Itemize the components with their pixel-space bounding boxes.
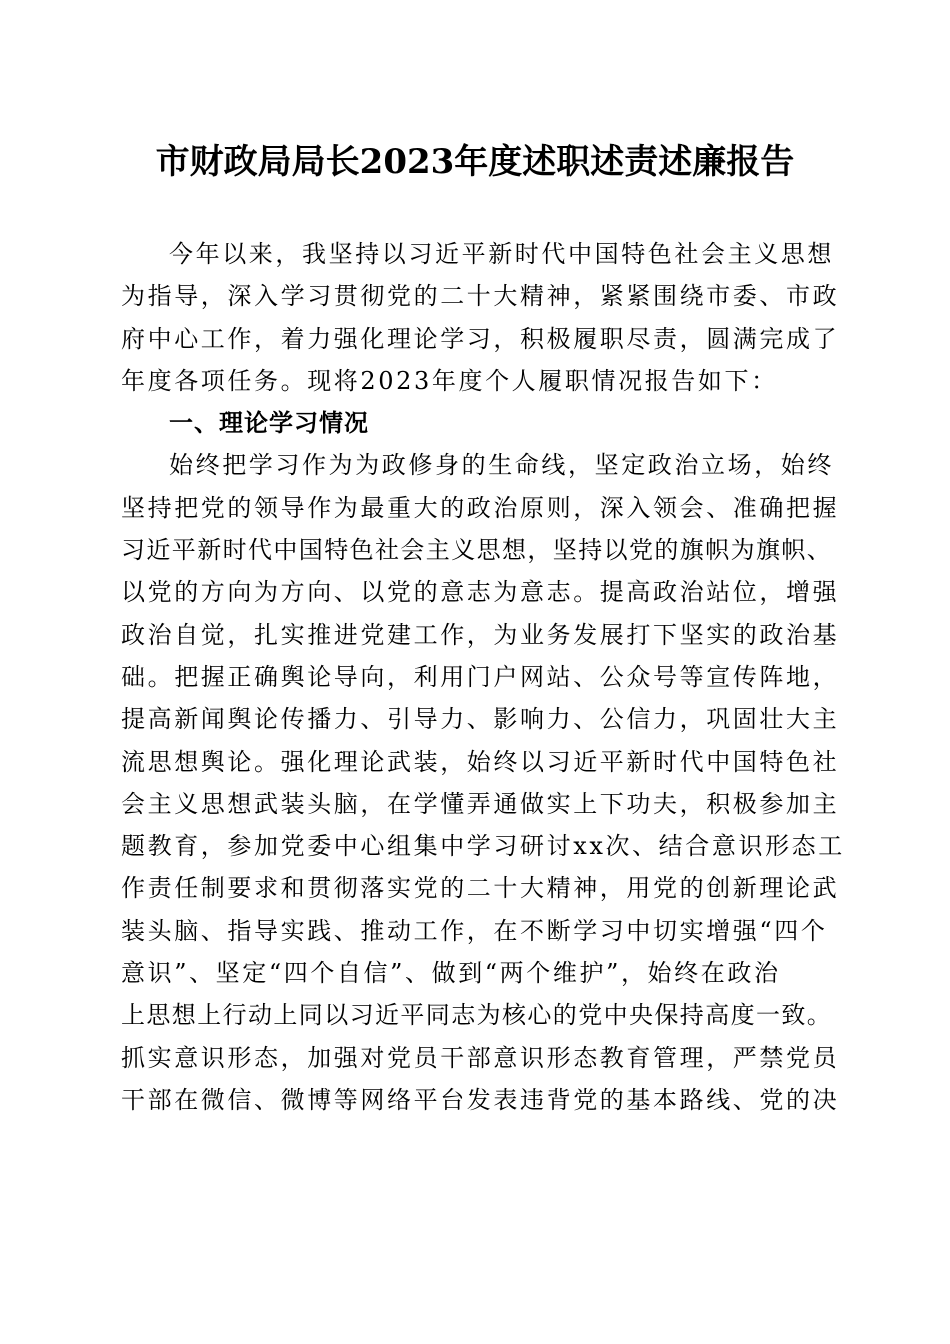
paragraph-line: 以党的方向为方向、以党的意志为意志。提高政治站位，增强 [121, 578, 840, 607]
paragraph-line: 意识”、坚定“四个自信”、做到“两个维护”，始终在政治 [121, 959, 781, 988]
document-body [121, 233, 845, 1121]
paragraph-line: 流思想舆论。强化理论武装，始终以习近平新时代中国特色社 [121, 747, 840, 776]
paragraph-line: 政治自觉，扎实推进党建工作，为业务发展打下坚实的政治基 [121, 620, 840, 649]
paragraph-line: 抓实意识形态，加强对党员干部意识形态教育管理，严禁党员 [121, 1043, 840, 1072]
paragraph-line: 坚持把党的领导作为最重大的政治原则，深入领会、准确把握 [121, 493, 840, 522]
paragraph-line: 习近平新时代中国特色社会主义思想，坚持以党的旗帜为旗帜、 [121, 536, 833, 565]
paragraph-line: 干部在微信、微博等网络平台发表违背党的基本路线、党的决 [121, 1085, 840, 1114]
paragraph-line: 上思想上行动上同以习近平同志为核心的党中央保持高度一致。 [121, 1001, 833, 1030]
paragraph-line: 作责任制要求和贯彻落实党的二十大精神，用党的创新理论武 [121, 874, 840, 903]
paragraph-line: 础。把握正确舆论导向，利用门户网站、公众号等宣传阵地， [121, 662, 840, 691]
paragraph-line: 年度各项任务。现将2023年度个人履职情况报告如下： [121, 366, 778, 395]
paragraph-line: 府中心工作，着力强化理论学习，积极履职尽责，圆满完成了 [121, 324, 840, 353]
paragraph-line: 装头脑、指导实践、推动工作，在不断学习中切实增强“四个 [121, 916, 828, 945]
section-heading: 一、理论学习情况 [169, 409, 369, 438]
paragraph-line: 题教育，参加党委中心组集中学习研讨xx次、结合意识形态工 [121, 832, 845, 861]
paragraph-line: 提高新闻舆论传播力、引导力、影响力、公信力，巩固壮大主 [121, 705, 840, 734]
paragraph-line: 为指导，深入学习贯彻党的二十大精神，紧紧围绕市委、市政 [121, 282, 840, 311]
paragraph-line: 始终把学习作为为政修身的生命线，坚定政治立场，始终 [169, 451, 834, 480]
paragraph-line: 会主义思想武装头脑，在学懂弄通做实上下功夫，积极参加主 [121, 789, 840, 818]
document-title: 市财政局局长2023年度述职述责述廉报告 [155, 142, 795, 182]
paragraph-line: 今年以来，我坚持以习近平新时代中国特色社会主义思想 [169, 240, 834, 268]
